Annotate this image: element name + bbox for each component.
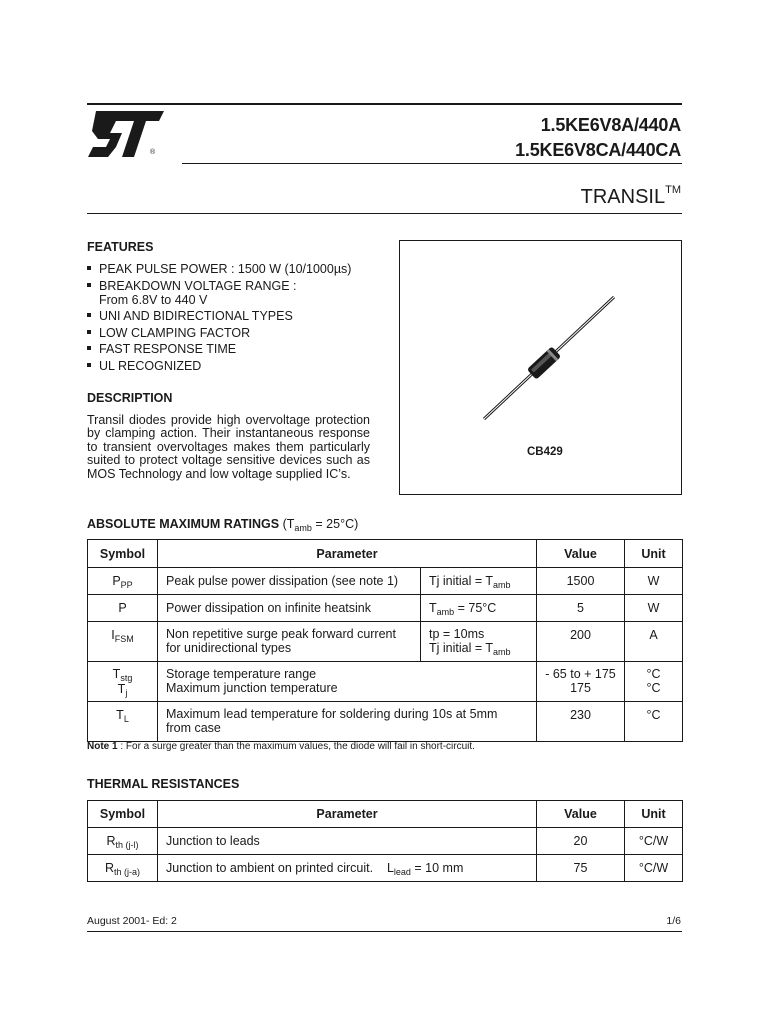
symbol-cell: $T_{stg}$ $T_j$ bbox=[88, 662, 158, 702]
unit-cell: °C/W bbox=[625, 828, 683, 855]
symbol-cell: P bbox=[88, 595, 158, 622]
ratings-table bbox=[87, 539, 683, 742]
table-header-row bbox=[88, 801, 683, 828]
table-row bbox=[88, 828, 683, 855]
col-unit: Unit bbox=[625, 801, 683, 828]
footer-date: August 2001- Ed: 2 bbox=[87, 915, 177, 927]
table-row bbox=[88, 622, 683, 662]
list-item: PEAK PULSE POWER : 1500 W (10/1000µs) bbox=[87, 262, 377, 276]
unit-cell: °C/W bbox=[625, 855, 683, 882]
thermal-table bbox=[87, 800, 683, 882]
parameter-cell: Peak pulse power dissipation (see note 1) bbox=[158, 568, 421, 595]
parameter-cell: Junction to leads bbox=[158, 828, 537, 855]
header-top-rule bbox=[87, 103, 682, 105]
package-box bbox=[399, 240, 682, 495]
value-cell: - 65 to + 175 175 bbox=[537, 662, 625, 702]
value-cell: 20 bbox=[537, 828, 625, 855]
symbol-cell: $T_L$ bbox=[88, 702, 158, 742]
value-cell: 230 bbox=[537, 702, 625, 742]
ratings-note: Note 1 : For a surge greater than the maximum values, the diode will fail in short-circuit. bbox=[87, 741, 475, 752]
ratings-heading: ABSOLUTE MAXIMUM RATINGS $(T_{amb} = 25^\circ C)$ bbox=[87, 517, 359, 533]
table-row bbox=[88, 568, 683, 595]
col-parameter: Parameter bbox=[158, 801, 537, 828]
package-label: CB429 bbox=[527, 446, 563, 458]
value-cell: 5 bbox=[537, 595, 625, 622]
symbol-cell: $P_{PP}$ bbox=[88, 568, 158, 595]
value-cell: 1500 bbox=[537, 568, 625, 595]
unit-cell: W bbox=[625, 568, 683, 595]
list-item: UNI AND BIDIRECTIONAL TYPES bbox=[87, 309, 377, 323]
col-value: Value bbox=[537, 540, 625, 568]
parameter-cell: Non repetitive surge peak forward current for unidirectional types bbox=[158, 622, 421, 662]
condition-cell: tp = 10ms Tj initial = $T_{amb}$ bbox=[421, 622, 537, 662]
description-text: Transil diodes provide high overvoltage protection by clamping action. Their instantaneous response to transient overvoltages makes them particularly suited to protect voltage sensitive devices such as MOS Technology and low voltage supplied IC’s. bbox=[87, 413, 370, 481]
unit-cell: °C °C bbox=[625, 662, 683, 702]
unit-cell: W bbox=[625, 595, 683, 622]
list-item: FAST RESPONSE TIME bbox=[87, 342, 377, 356]
footer-rule bbox=[87, 931, 682, 932]
product-name: TRANSIL™ bbox=[580, 184, 681, 208]
col-symbol: Symbol bbox=[88, 801, 158, 828]
col-symbol: Symbol bbox=[88, 540, 158, 568]
col-unit: Unit bbox=[625, 540, 683, 568]
parameter-cell: Maximum lead temperature for soldering during 10s at 5mm from case bbox=[158, 702, 537, 742]
condition-cell: Tj initial = $T_{amb}$ bbox=[421, 568, 537, 595]
list-item: LOW CLAMPING FACTOR bbox=[87, 326, 377, 340]
unit-cell: °C bbox=[625, 702, 683, 742]
bullet-icon bbox=[87, 363, 91, 367]
part-number-line1: 1.5KE6V8A/440A bbox=[540, 115, 681, 135]
thermal-heading: THERMAL RESISTANCES bbox=[87, 777, 240, 791]
page-number: 1/6 bbox=[666, 915, 681, 927]
features-list bbox=[87, 262, 377, 376]
table-row bbox=[88, 662, 683, 702]
trademark: TM bbox=[665, 184, 681, 197]
condition-cell: $T_{amb} = 75^\circ C$ bbox=[421, 595, 537, 622]
features-heading: FEATURES bbox=[87, 240, 154, 254]
table-row bbox=[88, 595, 683, 622]
col-value: Value bbox=[537, 801, 625, 828]
parameter-cell: Storage temperature range Maximum junction temperature bbox=[158, 662, 537, 702]
value-cell: 75 bbox=[537, 855, 625, 882]
table-row bbox=[88, 702, 683, 742]
col-parameter: Parameter bbox=[158, 540, 537, 568]
bullet-icon bbox=[87, 313, 91, 317]
list-item: UL RECOGNIZED bbox=[87, 359, 377, 373]
table-header-row bbox=[88, 540, 683, 568]
value-cell: 200 bbox=[537, 622, 625, 662]
list-item: BREAKDOWN VOLTAGE RANGE : From 6.8V to 440 V bbox=[87, 279, 377, 307]
part-number-line2: 1.5KE6V8CA/440CA bbox=[515, 140, 681, 160]
bullet-icon bbox=[87, 346, 91, 350]
parameter-cell: Junction to ambient on printed circuit. $L_{lead} = 10$ mm bbox=[158, 855, 537, 882]
bullet-icon bbox=[87, 330, 91, 334]
bullet-icon bbox=[87, 283, 91, 287]
unit-cell: A bbox=[625, 622, 683, 662]
symbol-cell: $R_{th (j-l)}$ bbox=[88, 828, 158, 855]
parameter-cell: Power dissipation on infinite heatsink bbox=[158, 595, 421, 622]
bullet-icon bbox=[87, 266, 91, 270]
header-middle-rule bbox=[182, 163, 682, 164]
header-bottom-rule bbox=[87, 213, 682, 214]
symbol-cell: $I_{FSM}$ bbox=[88, 622, 158, 662]
voltage-range: From 6.8V to 440 V bbox=[99, 292, 208, 307]
description-heading: DESCRIPTION bbox=[87, 391, 173, 405]
registered-mark: ® bbox=[150, 149, 156, 156]
table-row bbox=[88, 855, 683, 882]
symbol-cell: $R_{th (j-a)}$ bbox=[88, 855, 158, 882]
